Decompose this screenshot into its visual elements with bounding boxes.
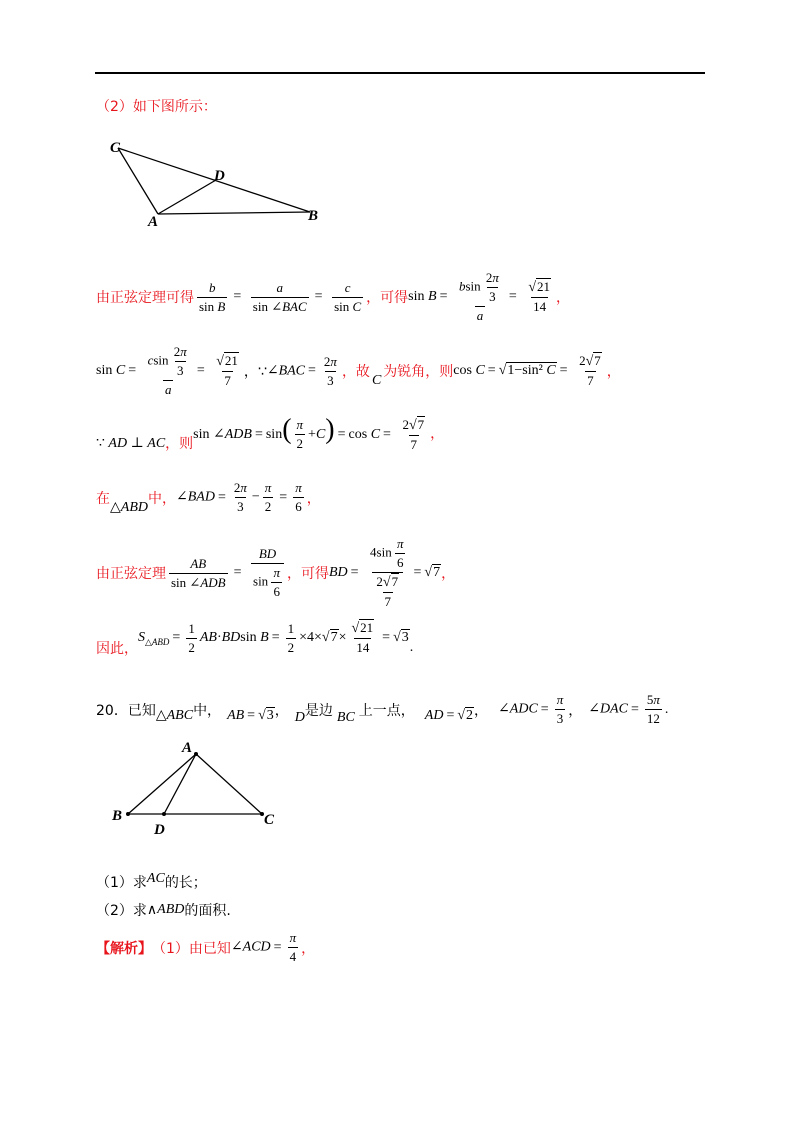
sub-question-2 bbox=[96, 900, 231, 920]
equation-line-2: sin C = csin $\frac{2\pi}{3}$ a = $\frac{√21}{7}$ ，∵ ∠BAC = $\frac{2\pi}{3}$ ，故 C 为锐角，则 cos C = √1−sin² C = $\frac{2√7}{7}$ ， bbox=[96, 344, 621, 397]
analysis-text-2: ， bbox=[301, 940, 316, 957]
q20-text-4: D bbox=[294, 709, 305, 725]
equation-line-1: 由正弦定理可得 $\frac{b}{\text{sin B}}$ = $\frac{a}{\text{sin ∠BAC}}$ = $\frac{c}{\text{sin C}}$ ，可得 sin B = bsin $\frac{2\pi}{3}$ a = $\frac{√21}{14}$ ， bbox=[96, 270, 571, 323]
analysis-text-1: （1）由已知 bbox=[152, 940, 231, 957]
text-1c: ， bbox=[556, 290, 571, 306]
q20-text-10: . bbox=[664, 701, 669, 717]
sub2-text-2: ∧ bbox=[146, 902, 158, 918]
fig2-label-a: A bbox=[182, 740, 193, 756]
part2-heading: （2）如下图所示： bbox=[96, 99, 217, 115]
header-rule bbox=[95, 72, 705, 74]
fig2-label-b: B bbox=[112, 808, 123, 824]
text-4b: 中， bbox=[148, 490, 176, 507]
text-1a: 由正弦定理可得 bbox=[96, 290, 194, 306]
equation-line-6: 因此， $S_{\triangle ABD}$ = $\frac{1}{2}$ AB·BDsin B = $\frac{1}{2}$ ×4×√7× $\frac{√21}{14}$ = √3 . bbox=[96, 620, 414, 657]
fig2-label-d: D bbox=[154, 822, 165, 838]
text-5b: ，可得 bbox=[286, 566, 329, 582]
q20-text-5: 是边 bbox=[304, 702, 333, 719]
equation-line-4: 在 △ABD 中， ∠BAD = $\frac{2\pi}{3}$ − $\frac{\pi}{2}$ = $\frac{\pi}{6}$ ， bbox=[96, 480, 321, 515]
text-6a: 因此， bbox=[96, 641, 138, 657]
text-5c: ， bbox=[441, 566, 456, 582]
text-2a: ，∵ bbox=[243, 364, 267, 380]
text-3c: ， bbox=[430, 426, 445, 443]
analysis-tag: 【解析】 bbox=[96, 940, 152, 957]
text-3b: ，则 bbox=[165, 436, 194, 453]
text-2e: ， bbox=[606, 364, 621, 380]
triangle-figure-1 bbox=[100, 132, 340, 232]
fig1-label-b: B bbox=[308, 208, 319, 224]
sub1-text-1: （1）求 bbox=[96, 875, 147, 891]
fig1-label-a: A bbox=[148, 214, 159, 230]
fig1-label-d: D bbox=[214, 168, 225, 184]
q20-text-3: ， bbox=[274, 702, 289, 719]
question-20: 20．已知 △ABC 中， AB = √3 ， D 是边 BC 上一点， AD = √2 ， ∠ADC = $\frac{\pi}{3}$ ， ∠DAC = $\frac{5\pi}{12}$ . bbox=[96, 692, 669, 726]
q20-text-6: BC bbox=[336, 709, 355, 725]
analysis-line: 【解析】 （1）由已知 ∠ACD = $\frac{\pi}{4}$ ， bbox=[96, 930, 316, 964]
q20-text-1: 20．已知 bbox=[96, 702, 156, 719]
sub2-text-3: ABD bbox=[157, 902, 185, 917]
text-1b: ，可得 bbox=[366, 290, 409, 306]
q20-text-9: ， bbox=[568, 702, 583, 719]
fig2-label-c: C bbox=[264, 812, 275, 828]
equation-line-5: 由正弦定理 $\frac{AB}{\text{sin ∠ADB}}$ = BD sin $\frac{\pi}{6}$ ，可得 BD = 4sin $\frac{\pi}{6}$ $\frac{2√7}{7}$ = √7 ， bbox=[96, 536, 456, 609]
text-4a: 在 bbox=[96, 490, 110, 507]
triangle-figure-2 bbox=[108, 738, 288, 838]
equation-line-3: ∵ AD ⊥ AC ，则 sin ∠ADB = sin( $\frac{\pi}{2}$ +C) = cos C = $\frac{2√7}{7}$ ， bbox=[96, 414, 445, 453]
sub1-text-3: 的长； bbox=[164, 875, 207, 891]
text-6b: . bbox=[409, 640, 414, 655]
sub-question-1 bbox=[96, 872, 207, 892]
fig1-label-c: C bbox=[110, 140, 121, 156]
q20-text-7: 上一点， bbox=[358, 702, 415, 719]
sub2-text-4: 的面积. bbox=[184, 903, 231, 919]
text-5a: 由正弦定理 bbox=[96, 566, 166, 582]
text-2c: C bbox=[371, 373, 382, 388]
q20-text-2: 中， bbox=[193, 702, 222, 719]
sub2-text-1: （2）求 bbox=[96, 903, 147, 919]
text-3a: ∵ bbox=[96, 435, 105, 451]
text-2b: ，故 bbox=[341, 364, 370, 380]
sub1-text-2: AC bbox=[146, 871, 165, 886]
text-4c: ， bbox=[306, 490, 321, 507]
q20-text-8: ， bbox=[474, 702, 489, 719]
text-2d: 为锐角，则 bbox=[383, 364, 454, 380]
